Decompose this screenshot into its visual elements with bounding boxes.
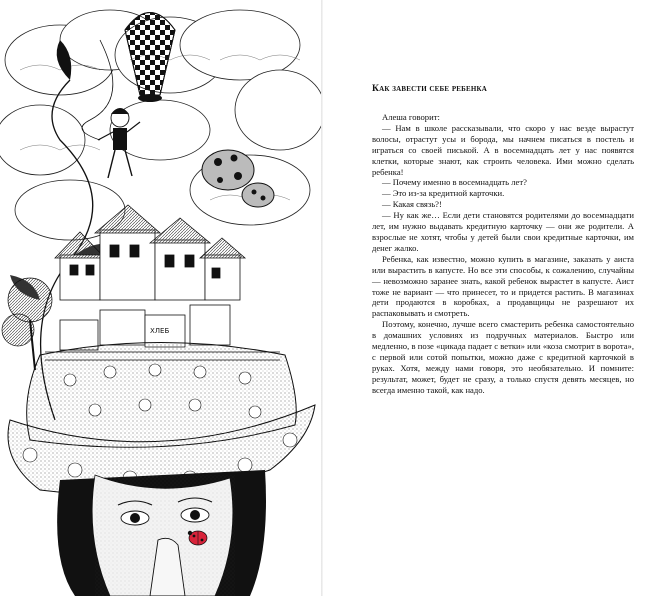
- body-text: [372, 112, 634, 396]
- paragraph: Ребенка, как известно, можно купить в магазине, заказать у аиста или вырастить в капусте. Но все эти способы, к сожалению, случайны — невозможно заранее знать, какой ребенок вырастет в капусте. Аист тоже не вариант — что принесет, то и придется растить. В магазинах дети продаются в коробках, а продавщицы не разрешают их распаковывать и смотреть.: [372, 253, 634, 319]
- paragraph: Алеша говорит:: [382, 112, 440, 122]
- chapter-title: Как завести себе ребенка: [372, 84, 488, 94]
- illustration-page: [0, 0, 322, 596]
- paragraph: — Ну как же… Если дети становятся родителями до восемнадцати лет, им нужно выдавать кредитную карточку — они же родители. А взрослые не хотят, чтобы у детей были свои кредитные карточки, им денег жалко.: [372, 210, 634, 253]
- paragraph: — Это из-за кредитной карточки.: [382, 188, 505, 199]
- illustration: [0, 0, 322, 596]
- paragraph: — Какая связь?!: [382, 199, 442, 210]
- text-page: [323, 0, 645, 596]
- paragraph: — Почему именно в восемнадцать лет?: [382, 177, 527, 188]
- paragraph: — Нам в школе рассказывали, что скоро у нас везде вырастут волосы, отрастут усы и борода, мы начнем писаться в постель и играться со своей писькой. А в восемнадцать лет у нас появятся клетки, которые знают, как строить человека. Ими можно сделать ребенка!: [372, 122, 634, 177]
- paragraph: Поэтому, конечно, лучше всего смастерить ребенка самостоятельно в домашних условиях из подручных материалов. Быстро или медленно, в позе «цикада падает с ветки» или «коза смотрит в ворота», с первой или сотой попытки, можно даже с кредитной карточкой в руках. Хотя, между нами говоря, это необязательно. И помните: результат, может, будет не сразу, а только спустя девять месяцев, но всегда именно такой, как надо.: [372, 319, 634, 395]
- bakery-sign: ХЛЕБ: [150, 327, 170, 335]
- polka-dot-hat: [8, 343, 315, 495]
